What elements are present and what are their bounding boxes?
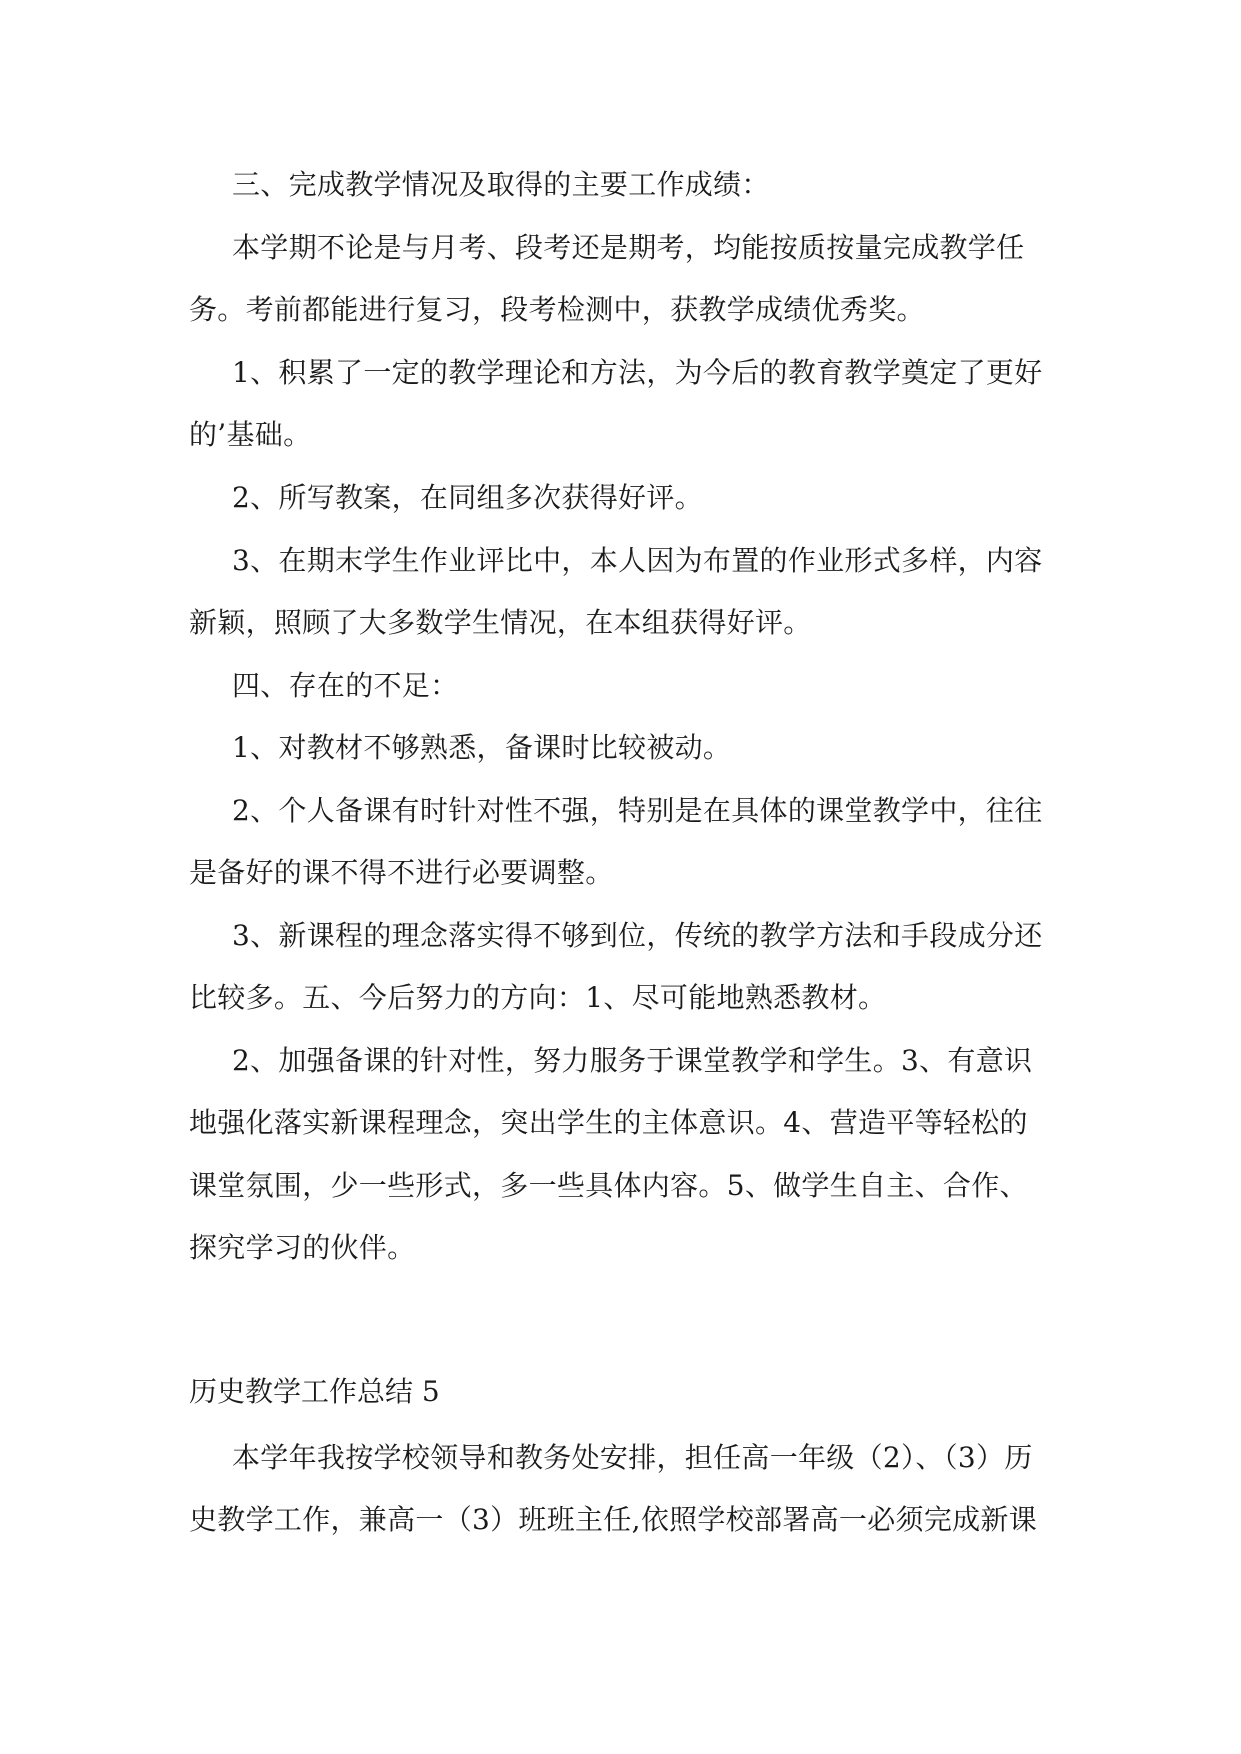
paragraph-line: 新颖，照顾了大多数学生情况，在本组获得好评。 [189, 606, 812, 639]
paragraph-line: 本学期不论是与月考、段考还是期考，均能按质按量完成教学任 [232, 231, 1025, 264]
paragraph-line: 3、在期末学生作业评比中，本人因为布置的作业形式多样，内容 [232, 544, 1043, 577]
paragraph-line: 2、个人备课有时针对性不强，特别是在具体的课堂教学中，往往 [232, 794, 1043, 827]
paragraph-line: 地强化落实新课程理念，突出学生的主体意识。4、营造平等轻松的 [189, 1106, 1028, 1139]
section-heading-3: 三、完成教学情况及取得的主要工作成绩： [232, 168, 770, 201]
paragraph-line: 1、积累了一定的教学理论和方法，为今后的教育教学奠定了更好 [232, 356, 1043, 389]
document-title: 历史教学工作总结 5 [189, 1375, 440, 1408]
paragraph-line: 务。考前都能进行复习，段考检测中，获教学成绩优秀奖。 [189, 293, 925, 326]
paragraph-line: 比较多。五、今后努力的方向：1、尽可能地熟悉教材。 [189, 981, 887, 1014]
paragraph-line: 本学年我按学校领导和教务处安排，担任高一年级（2）、（3）历 [232, 1441, 1033, 1474]
paragraph-line: 课堂氛围，少一些形式，多一些具体内容。5、做学生自主、合作、 [189, 1169, 1028, 1202]
paragraph-line: 的’基础。 [189, 418, 312, 451]
paragraph-line: 1、对教材不够熟悉，备课时比较被动。 [232, 731, 732, 764]
paragraph-line: 3、新课程的理念落实得不够到位，传统的教学方法和手段成分还 [232, 919, 1043, 952]
paragraph-line: 探究学习的伙伴。 [189, 1231, 416, 1264]
paragraph-line: 史教学工作，兼高一（3）班班主任,依照学校部署高一必须完成新课 [189, 1503, 1038, 1536]
paragraph-line: 是备好的课不得不进行必要调整。 [189, 856, 614, 889]
paragraph-line: 2、加强备课的针对性，努力服务于课堂教学和学生。3、有意识 [232, 1044, 1033, 1077]
paragraph-line: 2、所写教案，在同组多次获得好评。 [232, 481, 703, 514]
section-heading-4: 四、存在的不足： [232, 669, 459, 702]
